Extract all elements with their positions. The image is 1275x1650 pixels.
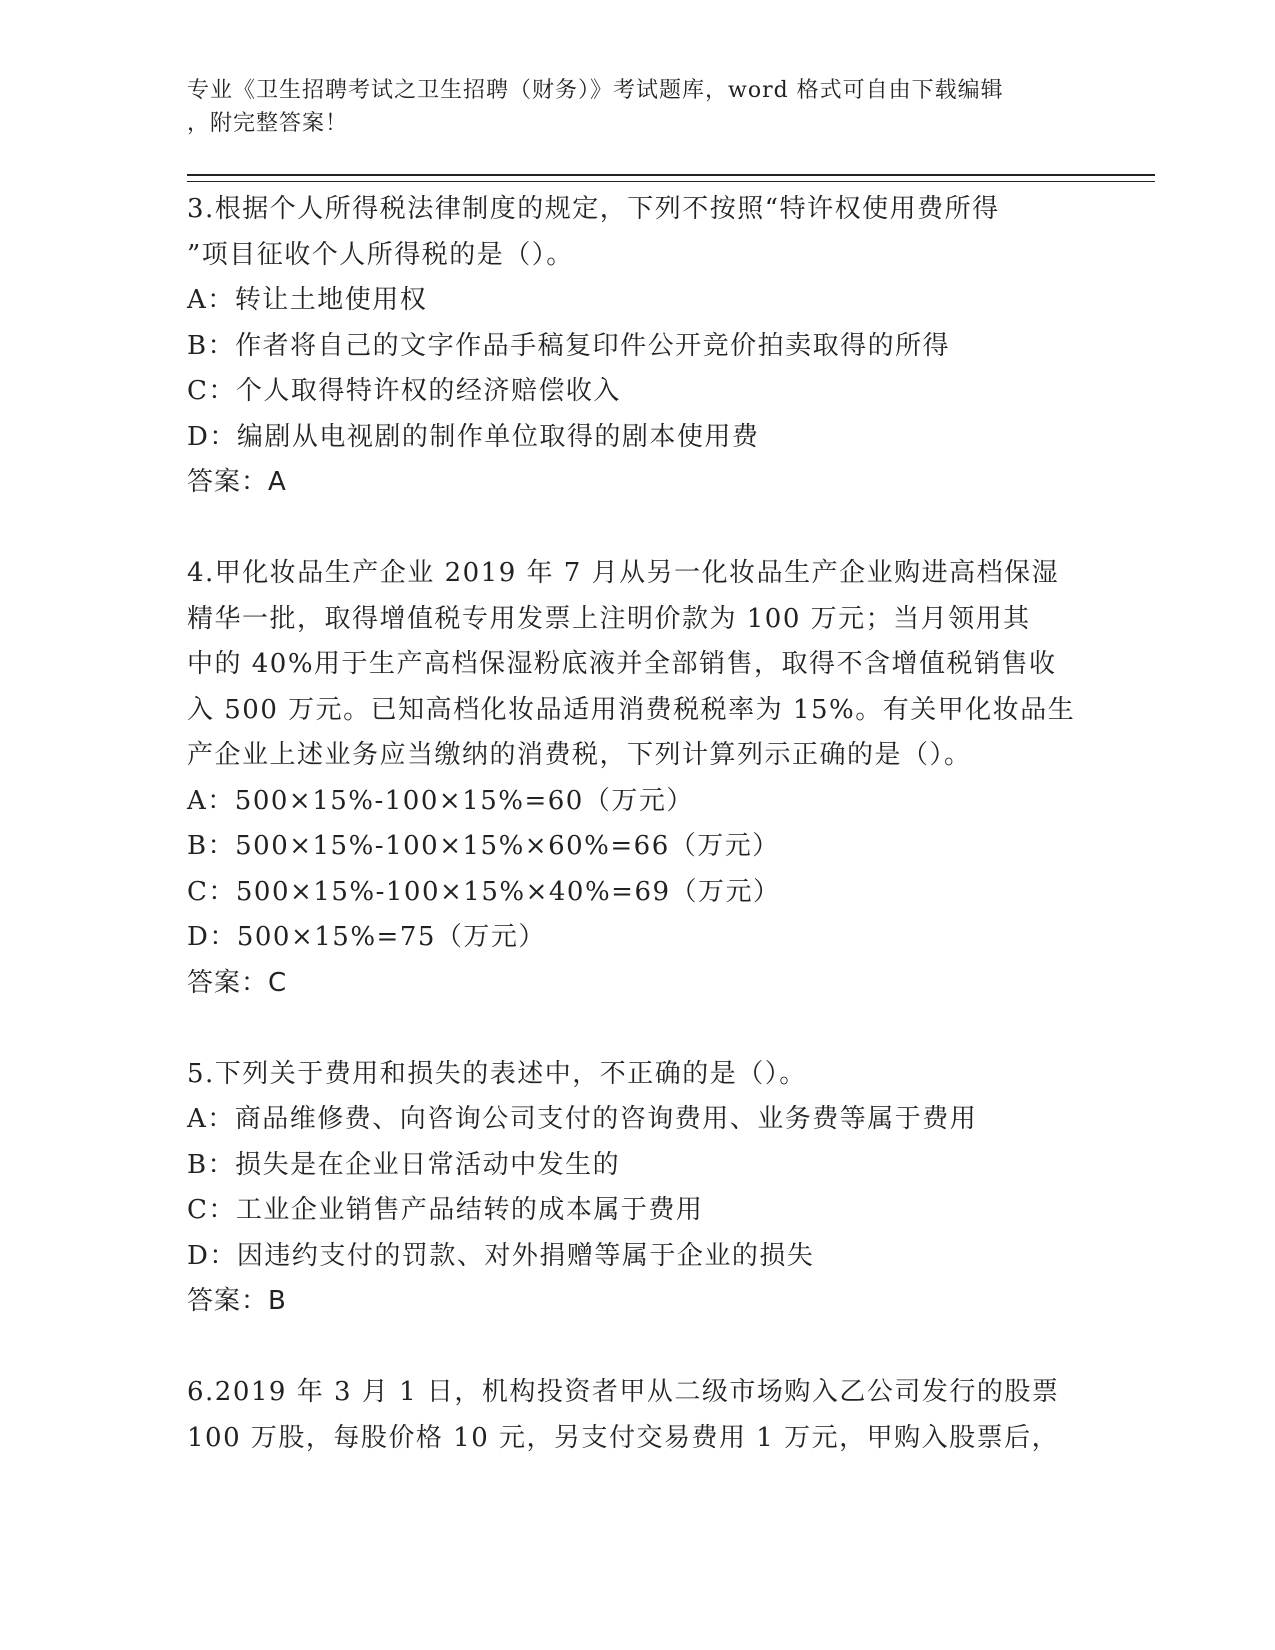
option-b: B：作者将自己的文字作品手稿复印件公开竞价拍卖取得的所得 xyxy=(187,330,951,361)
question-6 xyxy=(187,1370,1087,1461)
question-4 xyxy=(187,551,1087,1006)
question-5 xyxy=(187,1052,1087,1325)
option-d: D：500×15%=75（万元） xyxy=(187,922,546,952)
question-stem-line: 4.甲化妆品生产企业 2019 年 7 月从另一化妆品生产企业购进高档保湿 xyxy=(187,558,1060,588)
document-header xyxy=(187,74,1087,140)
header-divider-thick xyxy=(187,174,1155,176)
spacer xyxy=(187,1006,1087,1052)
answer: 答案：B xyxy=(187,1286,287,1316)
question-stem-line: 5.下列关于费用和损失的表述中，不正确的是（）。 xyxy=(187,1058,807,1089)
question-list xyxy=(187,187,1087,1461)
option-a: A：转让土地使用权 xyxy=(187,285,428,315)
option-c: C：工业企业销售产品结转的成本属于费用 xyxy=(187,1195,704,1225)
question-3 xyxy=(187,187,1087,506)
question-stem-line: 入 500 万元。已知高档化妆品适用消费税税率为 15%。有关甲化妆品生 xyxy=(187,694,1076,725)
question-stem-line: 精华一批，取得增值税专用发票上注明价款为 100 万元；当月领用其 xyxy=(187,603,1031,634)
header-divider-thin xyxy=(187,181,1155,182)
question-stem-line: 3.根据个人所得税法律制度的规定，下列不按照“特许权使用费所得 xyxy=(187,194,1000,224)
option-d: D：因违约支付的罚款、对外捐赠等属于企业的损失 xyxy=(187,1240,815,1271)
option-a: A：500×15%-100×15%=60（万元） xyxy=(187,785,694,816)
header-line-2: ，附完整答案！ xyxy=(187,111,349,136)
option-a: A：商品维修费、向咨询公司支付的咨询费用、业务费等属于费用 xyxy=(187,1104,978,1134)
answer: 答案：C xyxy=(187,967,288,998)
option-b: B：损失是在企业日常活动中发生的 xyxy=(187,1149,621,1180)
option-d: D：编剧从电视剧的制作单位取得的剧本使用费 xyxy=(187,421,760,452)
option-c: C：500×15%-100×15%×40%=69（万元） xyxy=(187,876,781,907)
header-line-1: 专业《卫生招聘考试之卫生招聘（财务）》考试题库，word 格式可自由下载编辑 xyxy=(187,78,1004,103)
question-stem-line: 6.2019 年 3 月 1 日，机构投资者甲从二级市场购入乙公司发行的股票 xyxy=(187,1377,1060,1407)
question-stem-line: 中的 40%用于生产高档保湿粉底液并全部销售，取得不含增值税销售收 xyxy=(187,649,1057,679)
option-b: B：500×15%-100×15%×60%=66（万元） xyxy=(187,831,780,861)
spacer xyxy=(187,1325,1087,1371)
question-stem-line: 100 万股，每股价格 10 元，另支付交易费用 1 万元，甲购入股票后， xyxy=(187,1422,1060,1453)
question-stem-line: ”项目征收个人所得税的是（）。 xyxy=(187,239,574,270)
option-c: C：个人取得特许权的经济赔偿收入 xyxy=(187,376,621,406)
question-stem-line: 产企业上述业务应当缴纳的消费税，下列计算列示正确的是（）。 xyxy=(187,740,972,770)
spacer xyxy=(187,506,1087,552)
answer: 答案：A xyxy=(187,467,287,497)
